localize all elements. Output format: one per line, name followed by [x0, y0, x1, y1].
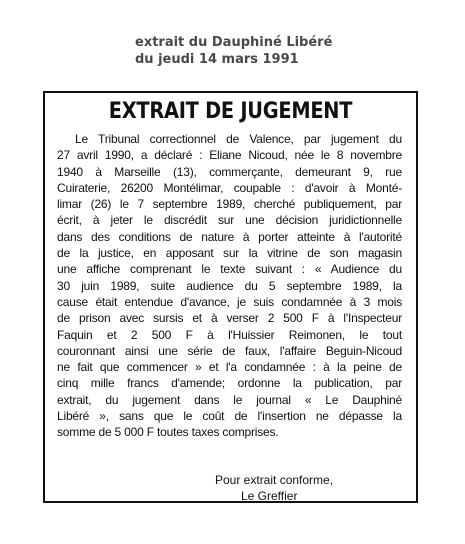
source-caption: [135, 34, 385, 68]
body-line: de prison avec sursis et à verser 2 500 F à l'Inspecteur: [57, 311, 402, 326]
body-line: couronnant ainsi une série de faux, l'affaire Beguin-Nicoud: [57, 343, 402, 358]
body-line: une affiche comprenant le texte suivant : « Audience du: [57, 262, 402, 277]
body-line: limar (26) le 7 septembre 1989, cherché publiquement, par: [57, 197, 402, 212]
caption-line-source: extrait du Dauphiné Libéré: [135, 35, 333, 50]
judgment-title: EXTRAIT DE JUGEMENT: [108, 99, 353, 124]
body-line: Faquin et 2 500 F à l'Huissier Reimonen, le tout: [57, 327, 402, 342]
body-line: Le Tribunal correctionnel de Valence, par jugement du: [75, 132, 402, 146]
signature-conformity: Pour extrait conforme,: [215, 473, 334, 487]
body-line: Libéré », sans que le coût de l'insertion ne dépasse la: [57, 409, 402, 424]
body-line: cinq mille francs d'amende; ordonne la publication, par: [57, 376, 402, 391]
body-line: 27 avril 1990, a déclaré : Eliane Nicoud, née le 8 novembre: [57, 148, 402, 163]
body-line: écrit, à jeter le discrédit sur une décision juridictionnelle: [57, 213, 402, 228]
body-line: 1940 à Marseille (13), commerçante, demeurant 9, rue: [57, 164, 402, 179]
signature-clerk: Le Greffier: [241, 489, 298, 503]
body-line: de la justice, en apposant sur la vitrine de son magasin: [57, 246, 402, 261]
body-line: cause était entendue d'avance, je suis condamnée à 3 mois: [57, 294, 402, 309]
body-line: Cuiraterie, 26200 Montélimar, coupable : d'avoir à Monté-: [57, 180, 402, 195]
judgment-body: [57, 131, 402, 441]
body-line: 30 juin 1989, suite audience du 5 septembre 1989, la: [57, 278, 402, 293]
body-line: ne fait que commencer » et l'a condamnée : à la peine de: [57, 360, 402, 375]
body-line: dans des conditions de nature à porter atteinte à l'autorité: [57, 229, 402, 244]
body-line: extrait, du jugement dans le journal « Le Dauphiné: [57, 392, 402, 407]
body-line: somme de 5 000 F toutes taxes comprises.: [57, 425, 279, 440]
judgment-extract-box: [43, 91, 418, 503]
caption-line-date: du jeudi 14 mars 1991: [135, 52, 299, 67]
